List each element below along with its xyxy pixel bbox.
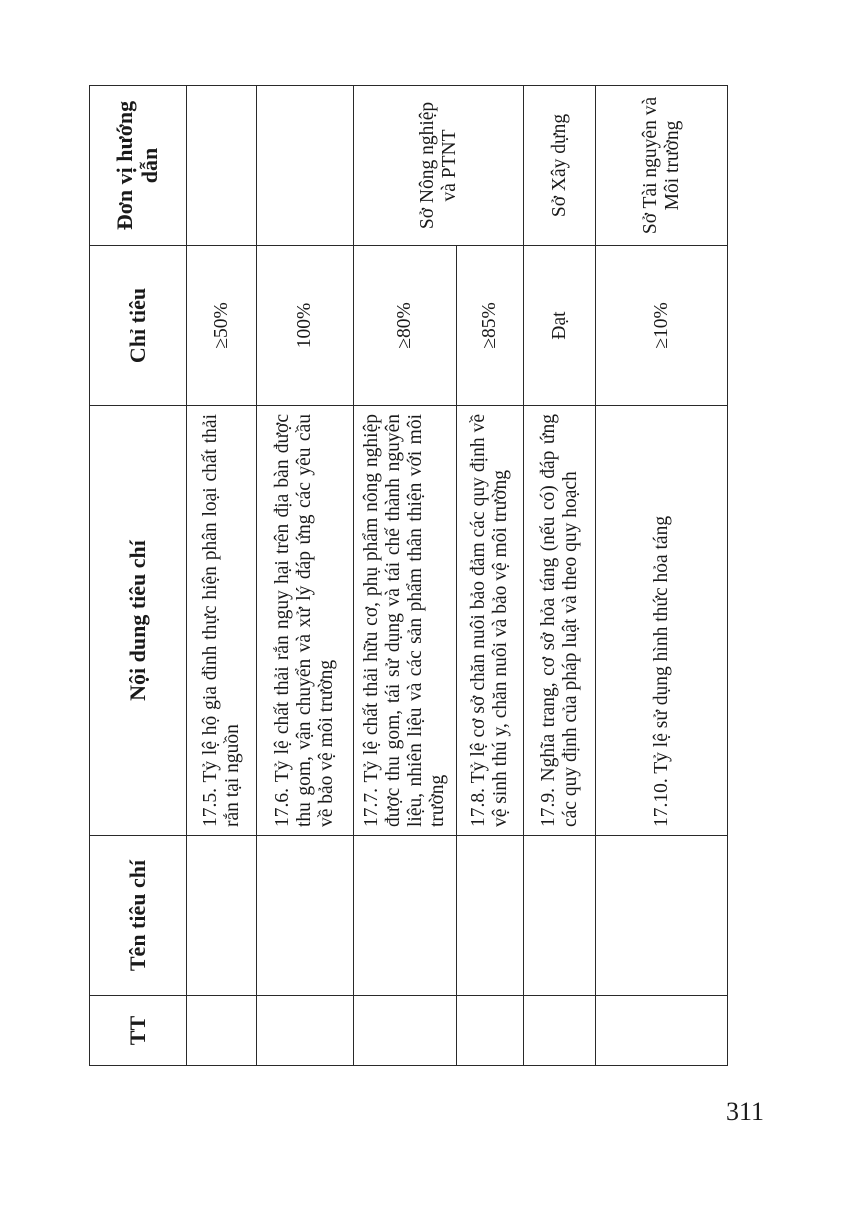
target-cell: ≥10% (596, 246, 728, 406)
content-cell: 17.8. Tỷ lệ cơ sở chăn nuôi bảo đảm các quy định về vệ sinh thú y, chăn nuôi và bảo vệ môi trường (457, 406, 524, 836)
header-don-vi: Đơn vị hướng dẫn (90, 86, 187, 246)
unit-cell: Sở Tài nguyên và Môi trường (596, 86, 728, 246)
tt-cell (524, 996, 596, 1066)
content-cell: 17.7. Tỷ lệ chất thải hữu cơ, phụ phẩm nông nghiệp được thu gom, tái sử dụng và tái chế thành nguyên liệu, nhiên liệu và các sản phẩm thân thiện với môi trường (354, 406, 457, 836)
target-cell: ≥80% (354, 246, 457, 406)
target-cell: Đạt (524, 246, 596, 406)
name-cell (524, 836, 596, 996)
unit-cell: Sở Nông nghiệp và PTNT (354, 86, 524, 246)
unit-cell (187, 86, 257, 246)
unit-cell (257, 86, 354, 246)
header-row (90, 86, 187, 1066)
table-row (354, 86, 457, 1066)
tt-cell (354, 996, 457, 1066)
tt-cell (257, 996, 354, 1066)
header-noi-dung: Nội dung tiêu chí (90, 406, 187, 836)
tt-cell (457, 996, 524, 1066)
table-row (524, 86, 596, 1066)
table-row (187, 86, 257, 1066)
rotated-table-container (89, 86, 727, 1066)
name-cell (596, 836, 728, 996)
target-cell: ≥85% (457, 246, 524, 406)
table-row (257, 86, 354, 1066)
name-cell (257, 836, 354, 996)
content-cell: 17.10. Tỷ lệ sử dụng hình thức hỏa táng (596, 406, 728, 836)
name-cell (354, 836, 457, 996)
header-ten-tieu-chi: Tên tiêu chí (90, 836, 187, 996)
content-cell: 17.6. Tỷ lệ chất thải rắn nguy hại trên địa bàn được thu gom, vận chuyển và xử lý đáp ứng các yêu cầu về bảo vệ môi trường (257, 406, 354, 836)
header-tt: TT (90, 996, 187, 1066)
name-cell (457, 836, 524, 996)
tt-cell (596, 996, 728, 1066)
unit-cell: Sở Xây dựng (524, 86, 596, 246)
table-row (596, 86, 728, 1066)
target-cell: ≥50% (187, 246, 257, 406)
tt-cell (187, 996, 257, 1066)
criteria-table (89, 85, 728, 1066)
header-chi-tieu: Chỉ tiêu (90, 246, 187, 406)
target-cell: 100% (257, 246, 354, 406)
content-cell: 17.9. Nghĩa trang, cơ sở hỏa táng (nếu có) đáp ứng các quy định của pháp luật và theo quy hoạch (524, 406, 596, 836)
content-cell: 17.5. Tỷ lệ hộ gia đình thực hiện phân loại chất thải rắn tại nguồn (187, 406, 257, 836)
page-number: 311 (726, 1097, 765, 1126)
name-cell (187, 836, 257, 996)
